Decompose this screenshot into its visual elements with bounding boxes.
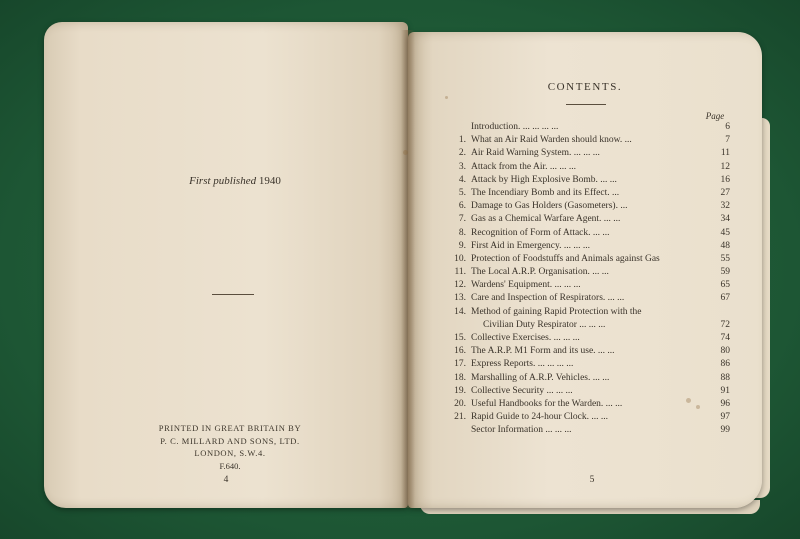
toc-entry-title — [471, 161, 699, 174]
toc-entry-title — [471, 187, 699, 200]
page-number-right: 5 — [589, 475, 595, 485]
toc-entry-number: 15. — [454, 333, 466, 344]
toc-entry-title-text: The Incendiary Bomb and its Effect. ... — [471, 187, 620, 198]
toc-entry-number: 6. — [458, 201, 466, 212]
toc-entry-title-text: Recognition of Form of Attack. ... ... — [471, 227, 610, 238]
toc-entry-title — [471, 213, 699, 226]
toc-entry-page: 48 — [720, 240, 730, 251]
toc-entry-number: 2. — [458, 148, 466, 159]
toc-entry-number: 17. — [454, 359, 466, 370]
toc-entry-title-text: Marshalling of A.R.P. Vehicles. ... ... — [471, 372, 610, 383]
table-of-contents — [444, 121, 730, 438]
toc-entry-page: 11 — [720, 148, 730, 159]
toc-entry-number: 8. — [458, 227, 466, 238]
toc-entry-number: 21. — [454, 412, 466, 423]
toc-entry-title — [471, 345, 699, 358]
toc-entry-number: 20. — [454, 398, 466, 409]
first-published-prefix: First published — [189, 175, 257, 187]
toc-entry-page: 97 — [720, 412, 730, 423]
page-column-label: Page — [705, 111, 725, 121]
printer-imprint — [130, 422, 330, 460]
toc-entry-title — [471, 134, 699, 147]
printer-line: PRINTED IN GREAT BRITAIN BY — [158, 423, 302, 433]
toc-entry-title — [471, 398, 699, 411]
toc-entry — [444, 398, 730, 411]
toc-entry-title — [471, 385, 699, 398]
first-published-note — [160, 175, 310, 187]
toc-entry-page: 67 — [720, 293, 730, 304]
toc-entry-number: 4. — [458, 174, 466, 185]
toc-entry-subtitle: Civilian Duty Respirator ... ... ... — [483, 319, 606, 330]
toc-entry — [444, 213, 730, 226]
toc-entry-title-text: Express Reports. ... ... ... ... — [471, 359, 574, 370]
toc-entry-title — [471, 227, 699, 240]
toc-entry-title — [471, 424, 699, 437]
toc-entry — [444, 240, 730, 253]
toc-entry-title-text: Gas as a Chemical Warfare Agent. ... ... — [471, 214, 621, 225]
toc-entry-page: 65 — [720, 280, 730, 291]
toc-entry-title-text: Protection of Foodstuffs and Animals against Gas — [471, 253, 660, 264]
toc-entry-title — [471, 200, 699, 213]
toc-entry-page: 96 — [720, 398, 730, 409]
toc-entry-title-text: Useful Handbooks for the Warden. ... ... — [471, 398, 623, 409]
toc-entry-number: 16. — [454, 346, 466, 357]
toc-entry-title — [471, 358, 699, 371]
toc-entry-title — [471, 306, 699, 332]
toc-entry-number: 1. — [458, 135, 466, 146]
toc-entry-title-text: Collective Exercises. ... ... ... — [471, 333, 580, 344]
toc-entry — [444, 253, 730, 266]
toc-entry-title-text: Care and Inspection of Respirators. ... ... — [471, 293, 625, 304]
toc-entry-title — [471, 174, 699, 187]
book-spine — [401, 30, 415, 508]
toc-entry-page: 86 — [720, 359, 730, 370]
toc-entry — [444, 306, 730, 332]
toc-entry-page: 55 — [720, 253, 730, 264]
toc-entry — [444, 134, 730, 147]
stain-mark — [445, 96, 448, 99]
toc-entry-title-text: Attack by High Explosive Bomb. ... ... — [471, 174, 617, 185]
toc-entry-page: 99 — [720, 425, 730, 436]
toc-entry-number: 9. — [458, 240, 466, 251]
toc-entry-title-text: Attack from the Air. ... ... ... — [471, 161, 577, 172]
toc-entry-page: 91 — [720, 385, 730, 396]
toc-entry — [444, 358, 730, 371]
toc-entry — [444, 332, 730, 345]
toc-entry-title-text: Method of gaining Rapid Protection with the — [471, 306, 642, 317]
printer-line: LONDON, S.W.4. — [194, 448, 266, 458]
toc-entry — [444, 345, 730, 358]
toc-entry-page: 72 — [720, 319, 730, 330]
first-published-year: 1940 — [258, 175, 281, 187]
toc-entry-page: 32 — [720, 201, 730, 212]
toc-entry-page: 7 — [725, 135, 730, 146]
toc-entry-title — [471, 240, 699, 253]
toc-entry — [444, 200, 730, 213]
toc-entry-number: 13. — [454, 293, 466, 304]
toc-entry-title-text: Sector Information ... ... ... — [471, 425, 572, 436]
toc-entry — [444, 279, 730, 292]
toc-entry-number: 12. — [454, 280, 466, 291]
toc-entry — [444, 174, 730, 187]
toc-entry-title — [471, 253, 699, 266]
toc-entry-number: 14. — [454, 306, 466, 317]
toc-entry-title-text: Damage to Gas Holders (Gasometers). ... — [471, 201, 628, 212]
toc-entry-page: 34 — [720, 214, 730, 225]
toc-entry — [444, 385, 730, 398]
toc-entry — [444, 292, 730, 305]
toc-entry — [444, 227, 730, 240]
toc-entry-number: 18. — [454, 372, 466, 383]
toc-entry-number: 5. — [458, 187, 466, 198]
toc-entry — [444, 147, 730, 160]
divider-rule — [212, 294, 254, 295]
toc-entry-title — [471, 411, 699, 424]
toc-entry-page: 16 — [720, 174, 730, 185]
toc-entry-title-text: Wardens' Equipment. ... ... ... — [471, 280, 581, 291]
toc-entry-number: 7. — [458, 214, 466, 225]
toc-entry-title-text: Collective Security ... ... ... — [471, 385, 573, 396]
toc-entry-page: 88 — [720, 372, 730, 383]
toc-entry — [444, 121, 730, 134]
toc-entry-title-text: Introduction. ... ... ... ... — [471, 122, 559, 132]
toc-entry-title — [471, 279, 699, 292]
toc-entry-number: 11. — [454, 267, 466, 278]
toc-entry-title-text: The Local A.R.P. Organisation. ... ... — [471, 267, 609, 278]
toc-entry — [444, 161, 730, 174]
toc-entry-page: 45 — [720, 227, 730, 238]
toc-entry — [444, 187, 730, 200]
toc-entry-title — [471, 292, 699, 305]
toc-entry-title — [471, 372, 699, 385]
page-number-left: 4 — [223, 475, 229, 485]
toc-entry-title-text: Rapid Guide to 24-hour Clock. ... ... — [471, 412, 608, 423]
toc-entry-title — [471, 266, 699, 279]
toc-entry — [444, 424, 730, 437]
toc-entry-title — [471, 332, 699, 345]
toc-entry-title — [471, 147, 699, 160]
divider-rule — [566, 104, 606, 105]
toc-entry-page: 59 — [720, 267, 730, 278]
toc-entry — [444, 372, 730, 385]
toc-entry-page: 74 — [720, 333, 730, 344]
toc-entry-title-text: Air Raid Warning System. ... ... ... — [471, 148, 600, 159]
toc-entry-number: 19. — [454, 385, 466, 396]
stain-mark — [403, 150, 408, 155]
toc-entry-number: 3. — [458, 161, 466, 172]
toc-entry — [444, 411, 730, 424]
toc-entry-title-text: What an Air Raid Warden should know. ... — [471, 135, 632, 146]
toc-entry-page: 27 — [720, 187, 730, 198]
toc-entry — [444, 266, 730, 279]
print-code: F.640. — [219, 461, 241, 471]
toc-entry-page: 12 — [720, 161, 730, 172]
toc-entry-page: 6 — [725, 122, 730, 132]
toc-entry-title-text: First Aid in Emergency. ... ... ... — [471, 240, 591, 251]
toc-entry-title — [471, 121, 699, 134]
printer-line: P. C. MILLARD AND SONS, LTD. — [160, 435, 300, 446]
toc-entry-number: 10. — [454, 253, 466, 264]
toc-entry-title-text: The A.R.P. M1 Form and its use. ... ... — [471, 346, 615, 357]
contents-heading: CONTENTS. — [547, 81, 623, 93]
toc-entry-page: 80 — [720, 346, 730, 357]
